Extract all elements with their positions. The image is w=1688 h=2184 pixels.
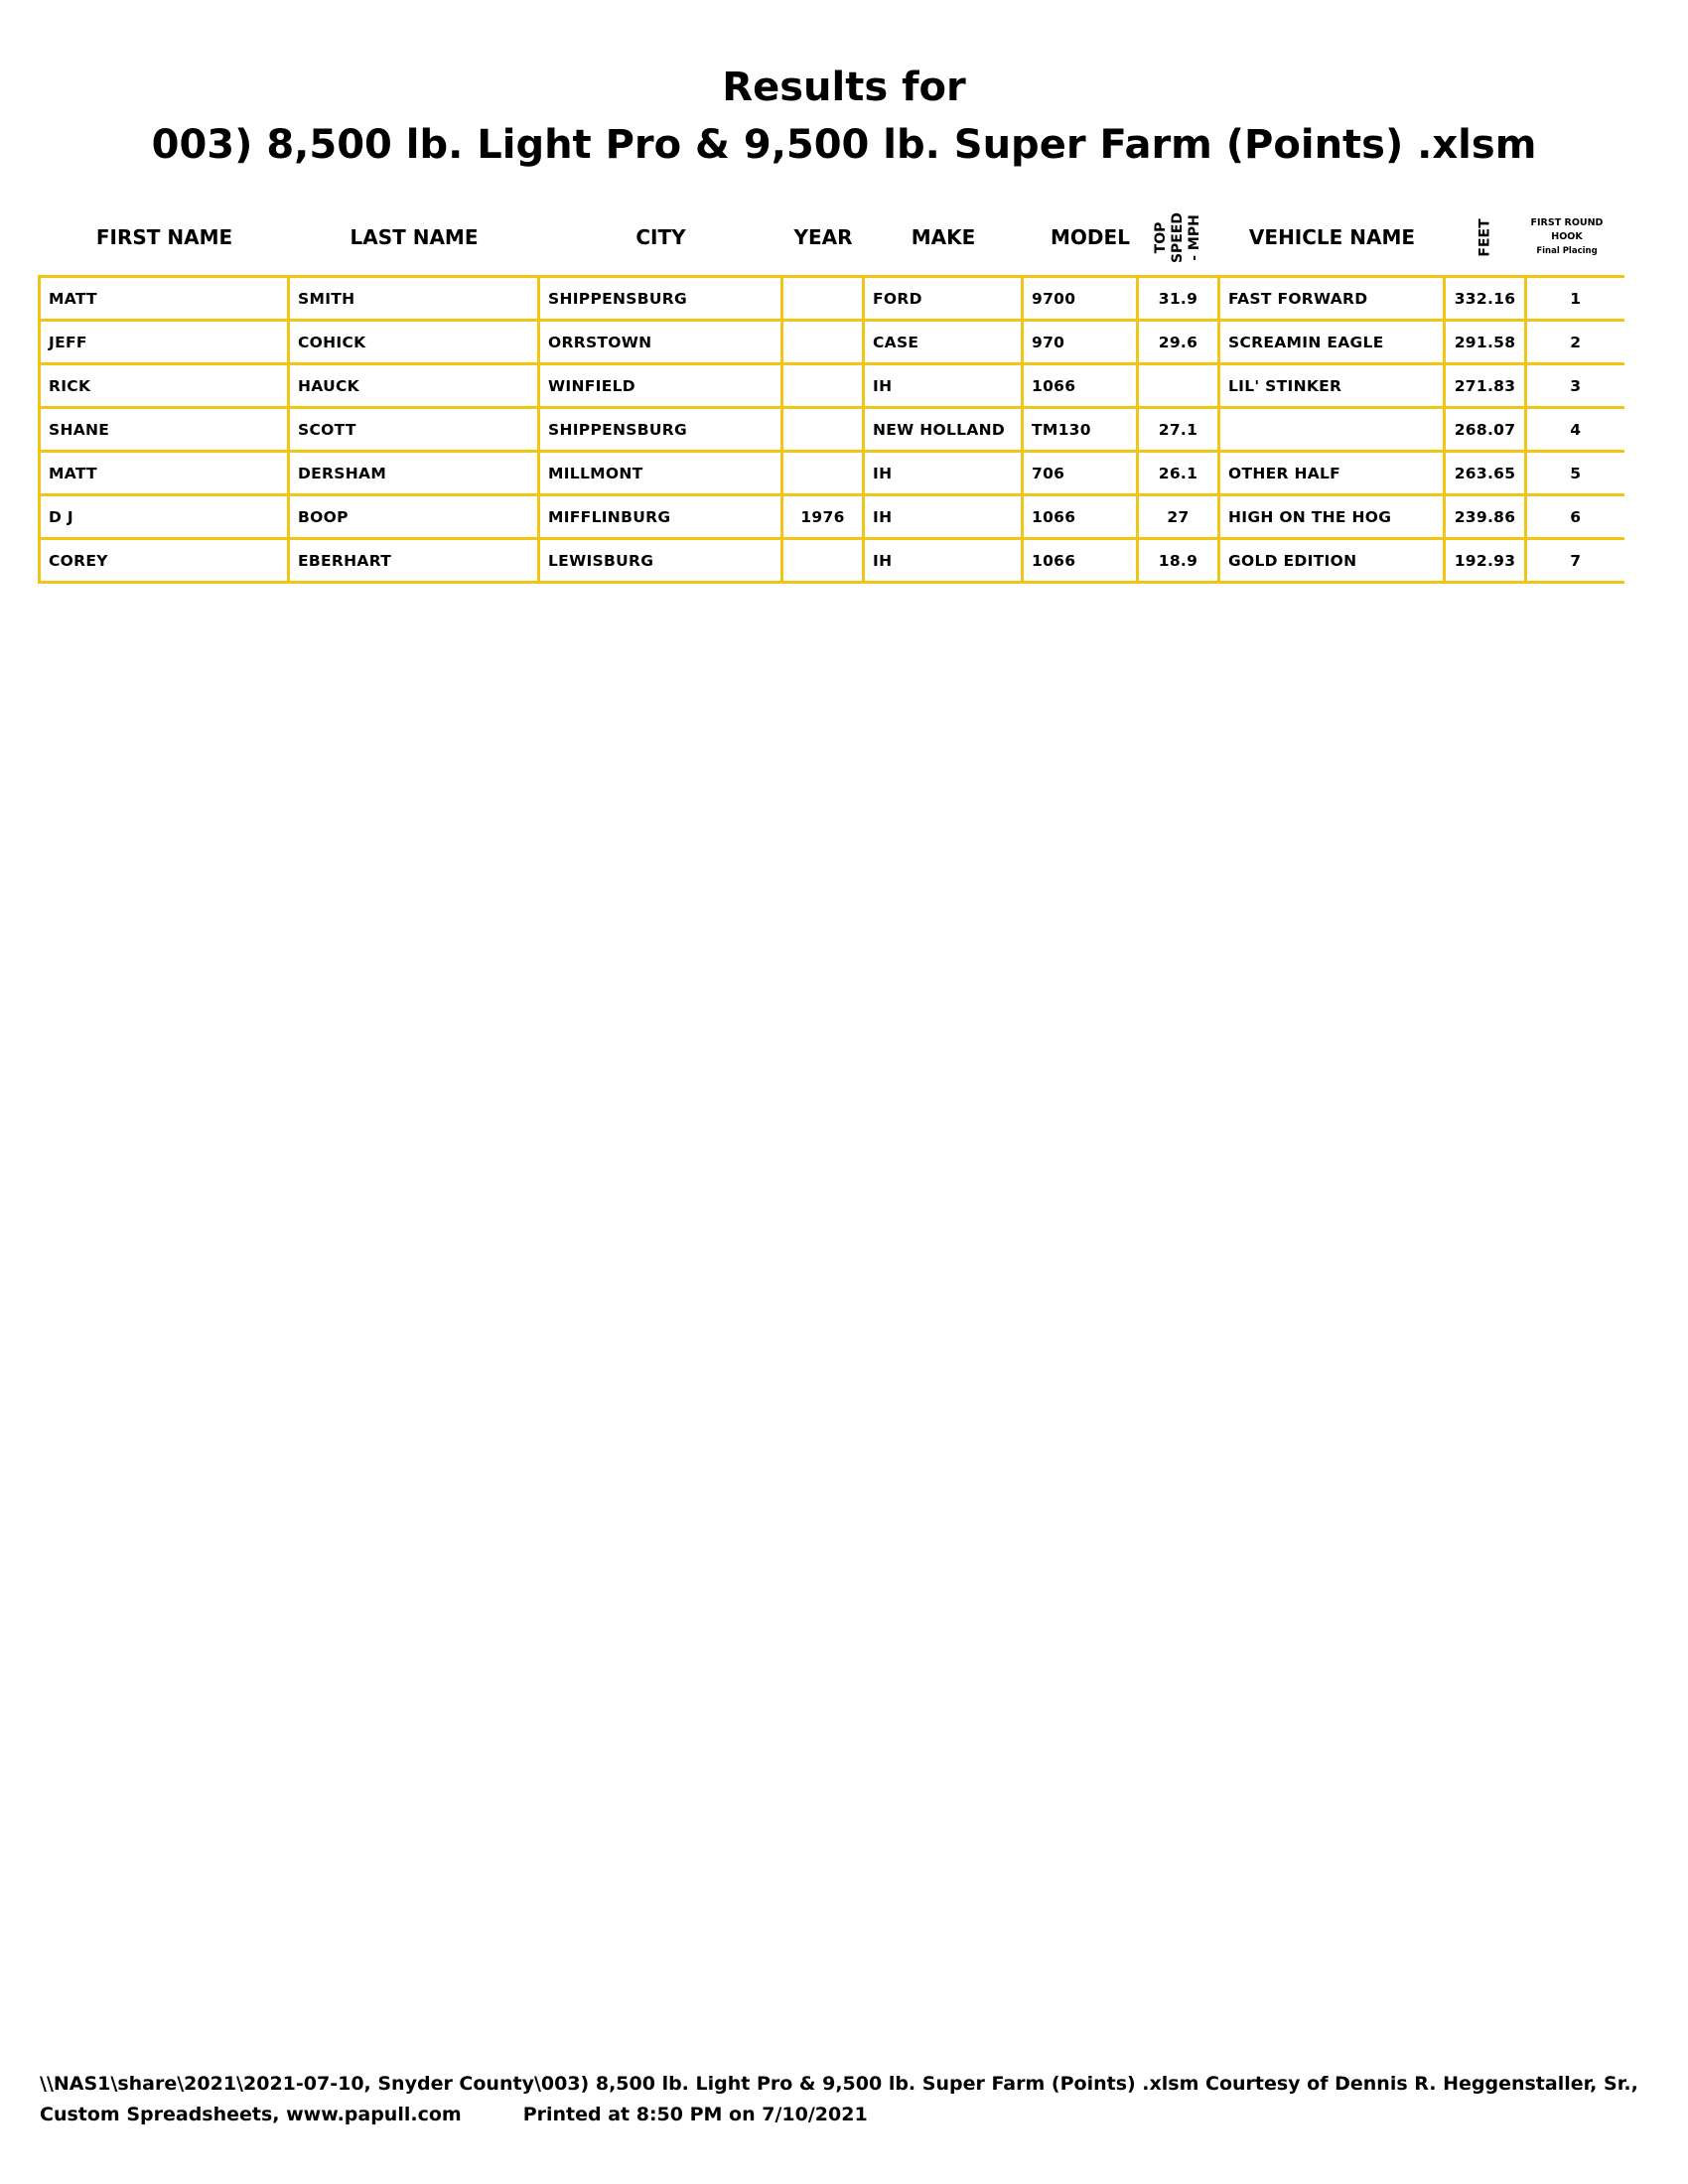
last-name-cell: HAUCK	[289, 364, 539, 408]
first-name-cell: COREY	[40, 539, 289, 583]
footer-credit-line	[40, 2103, 868, 2126]
header-feet	[1445, 204, 1526, 271]
header-top-speed	[1138, 204, 1219, 271]
placing-cell: 7	[1526, 539, 1624, 583]
first-name-cell: SHANE	[40, 408, 289, 452]
header-make: MAKE	[911, 225, 976, 249]
feet-cell: 332.16	[1445, 277, 1526, 321]
feet-cell: 291.58	[1445, 321, 1526, 364]
city-cell: WINFIELD	[539, 364, 782, 408]
top-speed-cell: 18.9	[1138, 539, 1219, 583]
header-hook-line3: Final Placing	[1536, 246, 1598, 256]
vehicle-name-cell: GOLD EDITION	[1219, 539, 1445, 583]
first-name-cell: D J	[40, 495, 289, 539]
last-name-cell: EBERHART	[289, 539, 539, 583]
header-first-name: FIRST NAME	[95, 225, 233, 249]
year-cell	[782, 539, 864, 583]
table-row	[40, 277, 1624, 321]
city-cell: LEWISBURG	[539, 539, 782, 583]
top-speed-cell: 27.1	[1138, 408, 1219, 452]
first-name-cell: MATT	[40, 277, 289, 321]
header-last-name: LAST NAME	[350, 225, 479, 249]
year-cell: 1976	[782, 495, 864, 539]
city-cell: SHIPPENSBURG	[539, 408, 782, 452]
year-cell	[782, 452, 864, 495]
model-cell: 1066	[1023, 539, 1138, 583]
year-cell	[782, 408, 864, 452]
make-cell: CASE	[864, 321, 1023, 364]
model-cell: TM130	[1023, 408, 1138, 452]
make-cell: IH	[864, 539, 1023, 583]
header-feet-label: FEET	[1477, 217, 1493, 257]
footer-printed: Printed at 8:50 PM on 7/10/2021	[522, 2104, 868, 2125]
placing-cell: 3	[1526, 364, 1624, 408]
vehicle-name-cell: HIGH ON THE HOG	[1219, 495, 1445, 539]
model-cell: 970	[1023, 321, 1138, 364]
city-cell: MILLMONT	[539, 452, 782, 495]
footer-credit: Custom Spreadsheets, www.papull.com	[40, 2104, 462, 2125]
header-year: YEAR	[793, 225, 853, 249]
year-cell	[782, 321, 864, 364]
results-rows	[40, 277, 1624, 583]
city-cell: ORRSTOWN	[539, 321, 782, 364]
model-cell: 1066	[1023, 364, 1138, 408]
make-cell: NEW HOLLAND	[864, 408, 1023, 452]
header-hook-line1: FIRST ROUND	[1530, 217, 1604, 228]
first-name-cell: RICK	[40, 364, 289, 408]
last-name-cell: SCOTT	[289, 408, 539, 452]
model-cell: 9700	[1023, 277, 1138, 321]
feet-cell: 271.83	[1445, 364, 1526, 408]
year-cell	[782, 277, 864, 321]
first-name-cell: JEFF	[40, 321, 289, 364]
header-first-round-hook	[1526, 204, 1608, 271]
top-speed-cell: 26.1	[1138, 452, 1219, 495]
header-model: MODEL	[1051, 225, 1130, 249]
placing-cell: 4	[1526, 408, 1624, 452]
vehicle-name-cell: FAST FORWARD	[1219, 277, 1445, 321]
make-cell: FORD	[864, 277, 1023, 321]
page-title-line2: 003) 8,500 lb. Light Pro & 9,500 lb. Super Farm (Points) .xlsm	[151, 122, 1537, 168]
last-name-cell: SMITH	[289, 277, 539, 321]
last-name-cell: COHICK	[289, 321, 539, 364]
feet-cell: 239.86	[1445, 495, 1526, 539]
vehicle-name-cell: OTHER HALF	[1219, 452, 1445, 495]
top-speed-cell: 31.9	[1138, 277, 1219, 321]
table-row	[40, 452, 1624, 495]
vehicle-name-cell: LIL' STINKER	[1219, 364, 1445, 408]
make-cell: IH	[864, 364, 1023, 408]
table-row	[40, 495, 1624, 539]
table-row	[40, 321, 1624, 364]
feet-cell: 268.07	[1445, 408, 1526, 452]
header-top-speed-label: TOP SPEED - MPH	[1153, 211, 1203, 263]
table-row	[40, 408, 1624, 452]
placing-cell: 1	[1526, 277, 1624, 321]
city-cell: SHIPPENSBURG	[539, 277, 782, 321]
page-title-line1: Results for	[722, 65, 966, 110]
placing-cell: 2	[1526, 321, 1624, 364]
last-name-cell: BOOP	[289, 495, 539, 539]
year-cell	[782, 364, 864, 408]
top-speed-cell: 27	[1138, 495, 1219, 539]
footer-path-line: \\NAS1\share\2021\2021-07-10, Snyder County\003) 8,500 lb. Light Pro & 9,500 lb. Super Farm (Points) .xlsm Courtesy of Dennis R. Heggenstaller, Sr.,	[40, 2073, 1638, 2095]
top-speed-cell	[1138, 364, 1219, 408]
header-hook-line2: HOOK	[1551, 231, 1583, 242]
model-cell: 706	[1023, 452, 1138, 495]
table-row	[40, 364, 1624, 408]
placing-cell: 5	[1526, 452, 1624, 495]
results-table	[38, 275, 1624, 584]
model-cell: 1066	[1023, 495, 1138, 539]
make-cell: IH	[864, 495, 1023, 539]
feet-cell: 263.65	[1445, 452, 1526, 495]
last-name-cell: DERSHAM	[289, 452, 539, 495]
feet-cell: 192.93	[1445, 539, 1526, 583]
vehicle-name-cell	[1219, 408, 1445, 452]
first-name-cell: MATT	[40, 452, 289, 495]
header-vehicle-name: VEHICLE NAME	[1248, 225, 1416, 249]
vehicle-name-cell: SCREAMIN EAGLE	[1219, 321, 1445, 364]
placing-cell: 6	[1526, 495, 1624, 539]
make-cell: IH	[864, 452, 1023, 495]
table-row	[40, 539, 1624, 583]
city-cell: MIFFLINBURG	[539, 495, 782, 539]
top-speed-cell: 29.6	[1138, 321, 1219, 364]
header-city: CITY	[635, 225, 686, 249]
